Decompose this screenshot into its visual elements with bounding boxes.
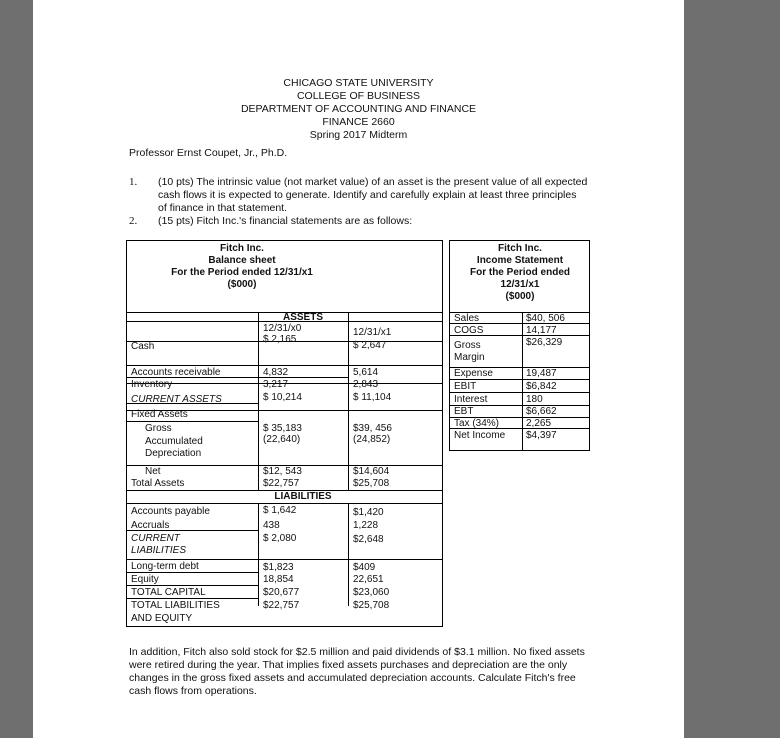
row-label-total-liabilities: TOTAL LIABILITIES — [131, 600, 220, 611]
row-label-ebt: EBT — [454, 406, 474, 417]
row-label-total-capital: TOTAL CAPITAL — [131, 587, 206, 598]
grid-line — [258, 312, 259, 490]
sales-value: $40, 506 — [526, 313, 565, 324]
total-capital-x0: $20,677 — [263, 587, 300, 598]
grid-line — [522, 312, 523, 451]
grid-line — [127, 585, 258, 586]
ebt-value: $6,662 — [526, 406, 557, 417]
column-header-x0: 12/31/x0 — [263, 323, 302, 334]
income-statement-table — [449, 240, 590, 451]
document-header — [33, 77, 684, 142]
assets-header: ASSETS — [282, 312, 323, 323]
grid-line — [127, 572, 258, 573]
net-x0: $12, 543 — [263, 466, 302, 477]
total-assets-x1: $25,708 — [353, 478, 390, 489]
row-label-accruals: Accruals — [131, 520, 170, 531]
accumulated-depreciation-x1: (24,852) — [353, 434, 391, 445]
grid-line — [127, 598, 258, 599]
grid-line — [127, 421, 258, 422]
total-capital-x1: $23,060 — [353, 587, 390, 598]
equity-x1: 22,651 — [353, 574, 384, 585]
row-label-inventory: Inventory — [131, 379, 173, 390]
title-line: Income Statement — [476, 255, 564, 266]
question-number: 1. — [129, 176, 138, 188]
row-label-and-equity: AND EQUITY — [131, 613, 193, 624]
row-label-current-assets: CURRENT ASSETS — [131, 394, 222, 405]
tax-value: 2,265 — [526, 418, 552, 429]
income-statement-title — [450, 243, 590, 303]
title-line: For the Period ended — [469, 267, 570, 278]
row-label-current: CURRENT — [131, 533, 180, 544]
cash-x0: $ 2,165 — [263, 334, 297, 345]
accounts-payable-x1: $1,420 — [353, 507, 384, 518]
grid-line — [127, 365, 443, 366]
question-1 — [129, 176, 599, 216]
row-label-cash: Cash — [131, 341, 155, 352]
column-header-x1: 12/31/x1 — [353, 327, 392, 338]
ebit-value: $6,842 — [526, 381, 557, 392]
grid-line — [348, 503, 349, 606]
document-page — [33, 0, 684, 738]
gross-x1: $39, 456 — [353, 423, 392, 434]
row-label-gross: Gross — [454, 340, 481, 351]
current-liabilities-x0: $ 2,080 — [263, 533, 297, 544]
row-label-interest: Interest — [454, 394, 488, 405]
question-text: (15 pts) Fitch Inc.'s financial statements are as follows: — [158, 215, 413, 227]
row-label-net-income: Net Income — [454, 430, 506, 441]
closing-paragraph: In addition, Fitch also sold stock for $2.5 million and paid dividends of $3.1 million. No fixed assets were retired during the year. That implies fixed assets purchases and depreciation are the only changes in the gross fixed assets and accumulated depreciation accounts. Calculate Fitch's free cash flows from operations. — [129, 646, 585, 697]
department-name: DEPARTMENT OF ACCOUNTING AND FINANCE — [240, 103, 477, 115]
university-name: CHICAGO STATE UNIVERSITY — [283, 77, 434, 89]
grid-line — [348, 312, 349, 490]
net-income-value: $4,397 — [526, 430, 557, 441]
title-line: For the Period ended 12/31/x1 — [171, 267, 313, 278]
question-text: (10 pts) The intrinsic value (not market value) of an asset is the present value of all expected cash flows it is expected to generate. Identify and carefully explain at least three principles of finance in that statement. — [158, 176, 588, 214]
current-liabilities-x1: $2,648 — [353, 534, 384, 545]
grid-line — [127, 403, 258, 404]
row-label-ebit: EBIT — [454, 381, 477, 392]
college-name: COLLEGE OF BUSINESS — [296, 90, 421, 102]
row-label-tax: Tax (34%) — [454, 418, 500, 429]
net-x1: $14,604 — [353, 466, 390, 477]
row-label-net: Net — [145, 466, 161, 477]
row-label-equity: Equity — [131, 574, 159, 585]
grid-line — [127, 559, 443, 560]
title-line: ($000) — [227, 279, 257, 290]
row-label-liabilities: LIABILITIES — [131, 545, 187, 556]
total-liabilities-equity-x1: $25,708 — [353, 600, 390, 611]
row-label-total-assets: Total Assets — [131, 478, 185, 489]
title-line: ($000) — [505, 291, 535, 302]
grid-line — [127, 530, 258, 531]
long-term-debt-x0: $1,823 — [263, 562, 294, 573]
question-number: 2. — [129, 215, 138, 227]
row-label-cogs: COGS — [454, 325, 484, 336]
question-2 — [129, 215, 599, 229]
balance-sheet-title — [127, 243, 357, 291]
inventory-x0: 3,217 — [263, 379, 289, 390]
total-assets-x0: $22,757 — [263, 478, 300, 489]
inventory-x1: 2,843 — [353, 379, 379, 390]
accruals-x1: 1,228 — [353, 520, 379, 531]
grid-line — [127, 377, 348, 378]
row-label-accumulated: Accumulated — [145, 436, 203, 447]
cash-x1: $ 2,647 — [353, 340, 387, 351]
liabilities-header: LIABILITIES — [274, 491, 332, 502]
row-label-fixed-assets: Fixed Assets — [131, 409, 188, 420]
accounts-receivable-x1: 5,614 — [353, 367, 379, 378]
row-label-accounts-receivable: Accounts receivable — [131, 367, 221, 378]
balance-sheet-table — [126, 240, 443, 627]
exam-name: Spring 2017 Midterm — [309, 129, 408, 141]
equity-x0: 18,854 — [263, 574, 294, 585]
row-label-long-term-debt: Long-term debt — [131, 561, 199, 572]
accruals-x0: 438 — [263, 520, 280, 531]
row-label-accounts-payable: Accounts payable — [131, 506, 210, 517]
accounts-receivable-x0: 4,832 — [263, 367, 289, 378]
row-label-margin: Margin — [454, 352, 485, 363]
row-label-gross: Gross — [145, 423, 172, 434]
grid-line — [450, 379, 590, 380]
current-assets-x0: $ 10,214 — [263, 392, 302, 403]
total-liabilities-equity-x0: $22,757 — [263, 600, 300, 611]
gross-x0: $ 35,183 — [263, 423, 302, 434]
gross-margin-value: $26,329 — [526, 337, 563, 348]
row-label-sales: Sales — [454, 313, 480, 324]
row-label-expense: Expense — [454, 368, 493, 379]
grid-line — [258, 503, 259, 606]
accumulated-depreciation-x0: (22,640) — [263, 434, 301, 445]
interest-value: 180 — [526, 394, 543, 405]
grid-line — [127, 503, 443, 504]
course-name: FINANCE 2660 — [322, 116, 395, 128]
title-line: Fitch Inc. — [220, 243, 264, 254]
title-line: Fitch Inc. — [498, 243, 542, 254]
grid-line — [450, 392, 590, 393]
accounts-payable-x0: $ 1,642 — [263, 505, 297, 516]
current-assets-x1: $ 11,104 — [353, 392, 392, 403]
title-line: Balance sheet — [208, 255, 276, 266]
professor-name: Professor Ernst Coupet, Jr., Ph.D. — [129, 147, 288, 159]
expense-value: 19,487 — [526, 368, 557, 379]
row-label-depreciation: Depreciation — [145, 448, 202, 459]
title-line: 12/31/x1 — [500, 279, 540, 290]
cogs-value: 14,177 — [526, 325, 557, 336]
long-term-debt-x1: $409 — [353, 562, 376, 573]
